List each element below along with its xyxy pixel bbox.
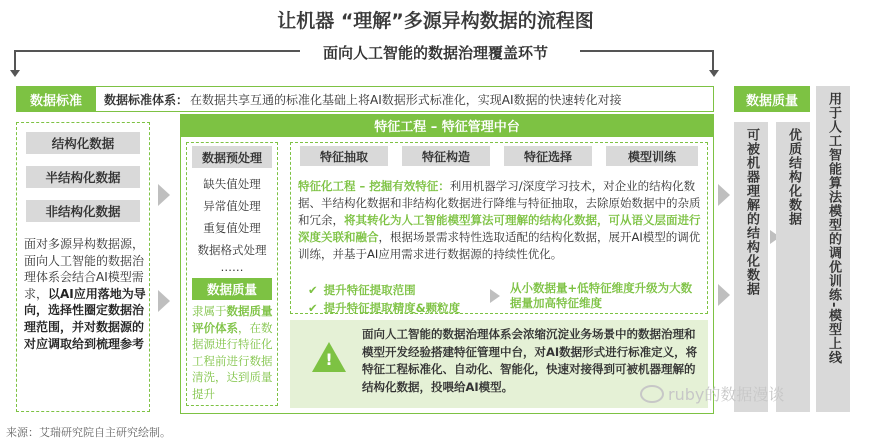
model-training-text: 用于人工智能算法模型的调优训练-模型上线 bbox=[826, 92, 841, 365]
step-feature-extraction: 特征抽取 bbox=[300, 146, 388, 166]
check-item bbox=[308, 300, 460, 316]
data-standard-heading: 数据标准体系： bbox=[104, 92, 189, 107]
dq-text-part: ，在数据源进行特征化工程前进行数据清洗，达到质量提升 bbox=[192, 320, 273, 401]
quality-structured-data-column bbox=[776, 122, 810, 412]
arrow-right-icon bbox=[490, 289, 500, 303]
check-icon: ✔ bbox=[308, 301, 318, 315]
data-quality-label: 数据质量 bbox=[734, 86, 810, 112]
data-standard-text bbox=[104, 86, 622, 112]
preprocess-item: 重复值处理 bbox=[203, 221, 261, 235]
data-source-text-plain: 面对多源异构数据源，面向人工智能的数据治理体系会结合AI模型需求， bbox=[24, 237, 145, 301]
check-label: 提升特征提取范围 bbox=[323, 283, 416, 297]
bracket-right-arrow-icon bbox=[709, 70, 719, 77]
warning-text: 面向人工智能的数据治理体系会浓缩沉淀业务场景中的数据治理和模型开发经验搭建特征管理中台，对AI数据形式进行标准定义，将特征工程标准化、自动化、智能化，快速对接得到可被机器理解的结构化数据，投喂给AI模型。 bbox=[362, 327, 698, 394]
data-source-text-bold: 以AI应用落地为导向，选择性圈定数据治理范围，并对数据源的对应调取给到梳理参考 bbox=[24, 286, 146, 351]
preprocess-item: 缺失值处理 bbox=[203, 177, 261, 191]
preprocess-item: 异常值处理 bbox=[203, 199, 261, 213]
desc-part: ，根据场景需求特性选取适配的结构化数据，展开AI模型的调优训练，并基于AI应用需求进行数据源的持续性优化。 bbox=[298, 230, 701, 261]
upgrade-note: 从小数据量+低特征维度升级为大数据量加高特征维度 bbox=[510, 281, 693, 310]
warning-exclamation-icon: ! bbox=[325, 350, 333, 369]
check-icon: ✔ bbox=[308, 283, 318, 297]
preprocess-item: 数据格式处理 bbox=[197, 243, 267, 257]
arrow-right-icon bbox=[158, 184, 170, 206]
step-model-training: 模型训练 bbox=[606, 146, 698, 166]
data-standard-label: 数据标准 bbox=[16, 86, 96, 112]
data-quality-chip: 数据质量 bbox=[192, 278, 272, 300]
source-note: 来源：艾瑞研究院自主研究绘制。 bbox=[6, 426, 171, 439]
data-standard-desc: 在数据共享互通的标准化基础上将AI数据形式标准化，实现AI数据的快速转化对接 bbox=[190, 92, 622, 107]
model-training-column bbox=[816, 86, 850, 412]
arrow-right-icon bbox=[718, 284, 730, 306]
preprocess-item: …… bbox=[220, 260, 244, 274]
machine-readable-data-text: 可被机器理解的结构化数据 bbox=[744, 128, 759, 296]
quality-structured-data-text: 优质结构化数据 bbox=[786, 128, 801, 226]
check-label: 提升特征提取精度&颗粒度 bbox=[323, 301, 461, 315]
feature-description bbox=[298, 178, 702, 263]
check-item bbox=[308, 282, 416, 298]
bracket-left-arrow-icon bbox=[10, 70, 20, 77]
dq-text-part: 隶属于 bbox=[192, 304, 227, 318]
data-quality-description bbox=[192, 303, 276, 402]
desc-emphasis: 特征化工程 – 挖掘有效特征： bbox=[298, 179, 450, 193]
desc-part: 利用机器学习/深度学习技术，对企业的结构化数据、半结构化数据和非结构化数据进行降维与特征抽取，去除原始数据中的杂质和冗余， bbox=[298, 179, 701, 227]
chip-structured-data: 结构化数据 bbox=[26, 132, 140, 154]
desc-emphasis: 将其转化为人工智能模型算法可理解的结构化数据，可从语义层面进行深度关联和融合 bbox=[298, 213, 701, 244]
chip-semi-structured-data: 半结构化数据 bbox=[26, 166, 140, 188]
data-source-description bbox=[24, 236, 146, 352]
watermark bbox=[640, 382, 784, 405]
machine-readable-data-column bbox=[734, 122, 768, 412]
dq-text-emphasis: 数据质量评价体系 bbox=[192, 304, 273, 335]
watermark-text: ruby的数据漫谈 bbox=[668, 385, 785, 404]
feature-engineering-header: 特征工程 – 特征管理中台 bbox=[180, 114, 714, 136]
step-feature-construction: 特征构造 bbox=[402, 146, 490, 166]
wechat-icon bbox=[640, 385, 664, 403]
page-subtitle: 面向人工智能的数据治理覆盖环节 bbox=[322, 44, 548, 62]
arrow-right-icon bbox=[158, 290, 170, 312]
step-feature-selection: 特征选择 bbox=[504, 146, 592, 166]
chip-unstructured-data: 非结构化数据 bbox=[26, 200, 140, 222]
page-title: 让机器 “理解”多源异构数据的流程图 bbox=[277, 10, 594, 32]
preprocess-title: 数据预处理 bbox=[192, 146, 272, 168]
arrow-right-icon bbox=[718, 184, 730, 206]
